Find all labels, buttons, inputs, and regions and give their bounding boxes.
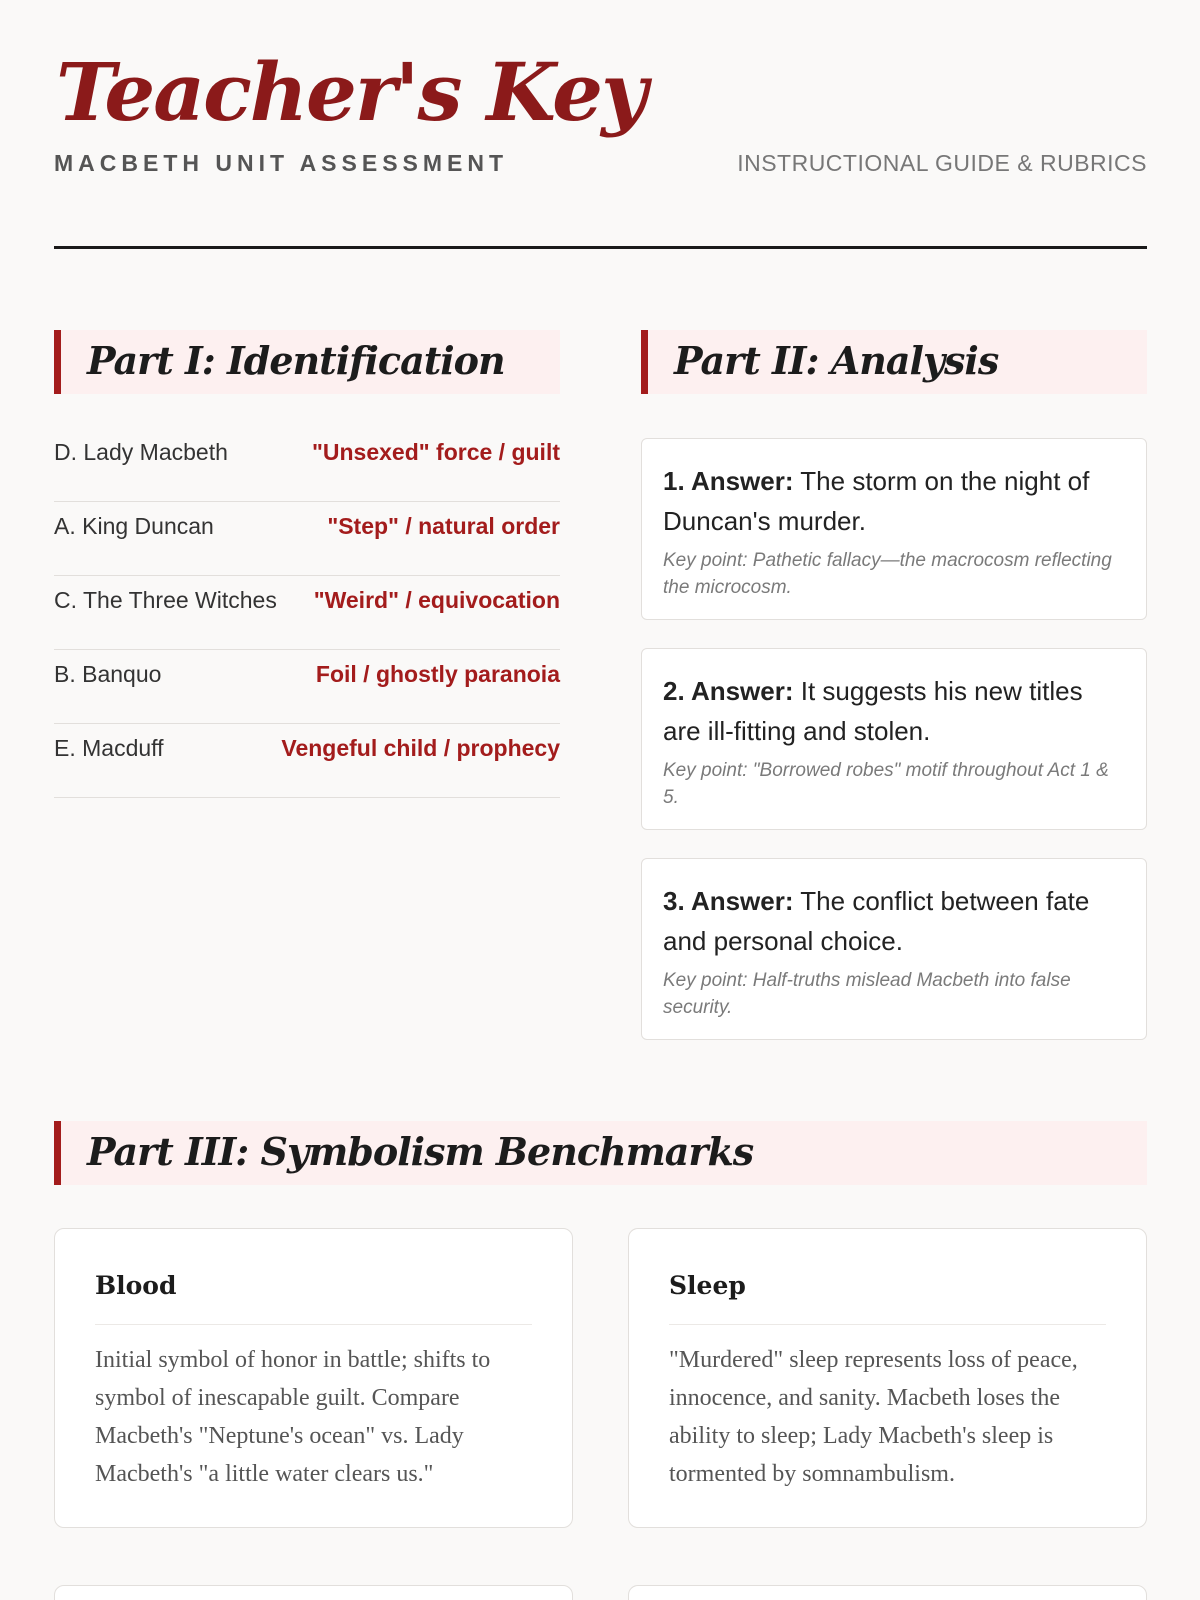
symbol-card-partial bbox=[628, 1585, 1147, 1600]
answer-key-point: Key point: Pathetic fallacy—the macrocosm reflecting the microcosm. bbox=[663, 550, 1112, 598]
character-answer: "Step" / natural order bbox=[327, 513, 560, 539]
answer-label: 1. Answer: bbox=[663, 466, 794, 496]
answer-label: 2. Answer: bbox=[663, 676, 794, 706]
symbol-description: "Murdered" sleep represents loss of peace, innocence, and sanity. Macbeth loses the ability to sleep; Lady Macbeth's sleep is tormented by somnambulism. bbox=[669, 1347, 1078, 1487]
answer-text: The conflict between fate and personal choice. bbox=[663, 886, 1090, 956]
list-item bbox=[54, 724, 560, 798]
part3-heading: Part III: Symbolism Benchmarks bbox=[87, 1129, 754, 1174]
character-name: E. Macduff bbox=[54, 735, 164, 761]
character-answer: Vengeful child / prophecy bbox=[281, 735, 560, 761]
answer-card bbox=[641, 858, 1147, 1040]
part2-heading: Part II: Analysis bbox=[674, 338, 999, 383]
character-name: C. The Three Witches bbox=[54, 587, 277, 613]
symbol-description: Initial symbol of honor in battle; shifts to symbol of inescapable guilt. Compare Macbeth's "Neptune's ocean" vs. Lady Macbeth's "a little water clears us." bbox=[95, 1347, 491, 1487]
list-item bbox=[54, 650, 560, 724]
answer-label: 3. Answer: bbox=[663, 886, 794, 916]
answer-key-point: Key point: Half-truths mislead Macbeth into false security. bbox=[663, 970, 1071, 1018]
answer-key-point: Key point: "Borrowed robes" motif throughout Act 1 & 5. bbox=[663, 760, 1109, 808]
list-item bbox=[54, 502, 560, 576]
symbol-card-blood bbox=[54, 1228, 573, 1528]
part3-heading-bar bbox=[54, 1121, 1147, 1185]
answer-text-block bbox=[663, 461, 1125, 541]
character-answer: "Unsexed" force / guilt bbox=[311, 439, 560, 465]
character-name: A. King Duncan bbox=[54, 513, 214, 539]
character-name: B. Banquo bbox=[54, 661, 162, 687]
header-divider bbox=[54, 246, 1147, 249]
symbol-title: Sleep bbox=[669, 1271, 746, 1300]
character-name: D. Lady Macbeth bbox=[54, 439, 228, 465]
page-title: Teacher's Key bbox=[56, 45, 646, 139]
symbol-divider bbox=[95, 1324, 532, 1325]
symbol-title: Blood bbox=[95, 1271, 177, 1300]
answer-text: The storm on the night of Duncan's murder. bbox=[663, 466, 1090, 536]
answer-card bbox=[641, 648, 1147, 830]
list-item bbox=[54, 576, 560, 650]
symbol-card-partial bbox=[54, 1585, 573, 1600]
answer-text: It suggests his new titles are ill-fitting and stolen. bbox=[663, 676, 1083, 746]
character-answer: Foil / ghostly paranoia bbox=[315, 661, 560, 687]
answer-text-block bbox=[663, 671, 1125, 751]
part2-heading-bar bbox=[641, 330, 1147, 394]
list-item bbox=[54, 428, 560, 502]
identification-list bbox=[54, 428, 560, 798]
part1-heading-bar bbox=[54, 330, 560, 394]
page-subtitle: MACBETH UNIT ASSESSMENT bbox=[54, 150, 509, 176]
answer-text-block bbox=[663, 881, 1125, 961]
guide-label: INSTRUCTIONAL GUIDE & RUBRICS bbox=[737, 150, 1147, 176]
character-answer: "Weird" / equivocation bbox=[313, 587, 560, 613]
part1-heading: Part I: Identification bbox=[87, 338, 505, 383]
symbol-divider bbox=[669, 1324, 1106, 1325]
symbol-card-sleep bbox=[628, 1228, 1147, 1528]
answer-card bbox=[641, 438, 1147, 620]
